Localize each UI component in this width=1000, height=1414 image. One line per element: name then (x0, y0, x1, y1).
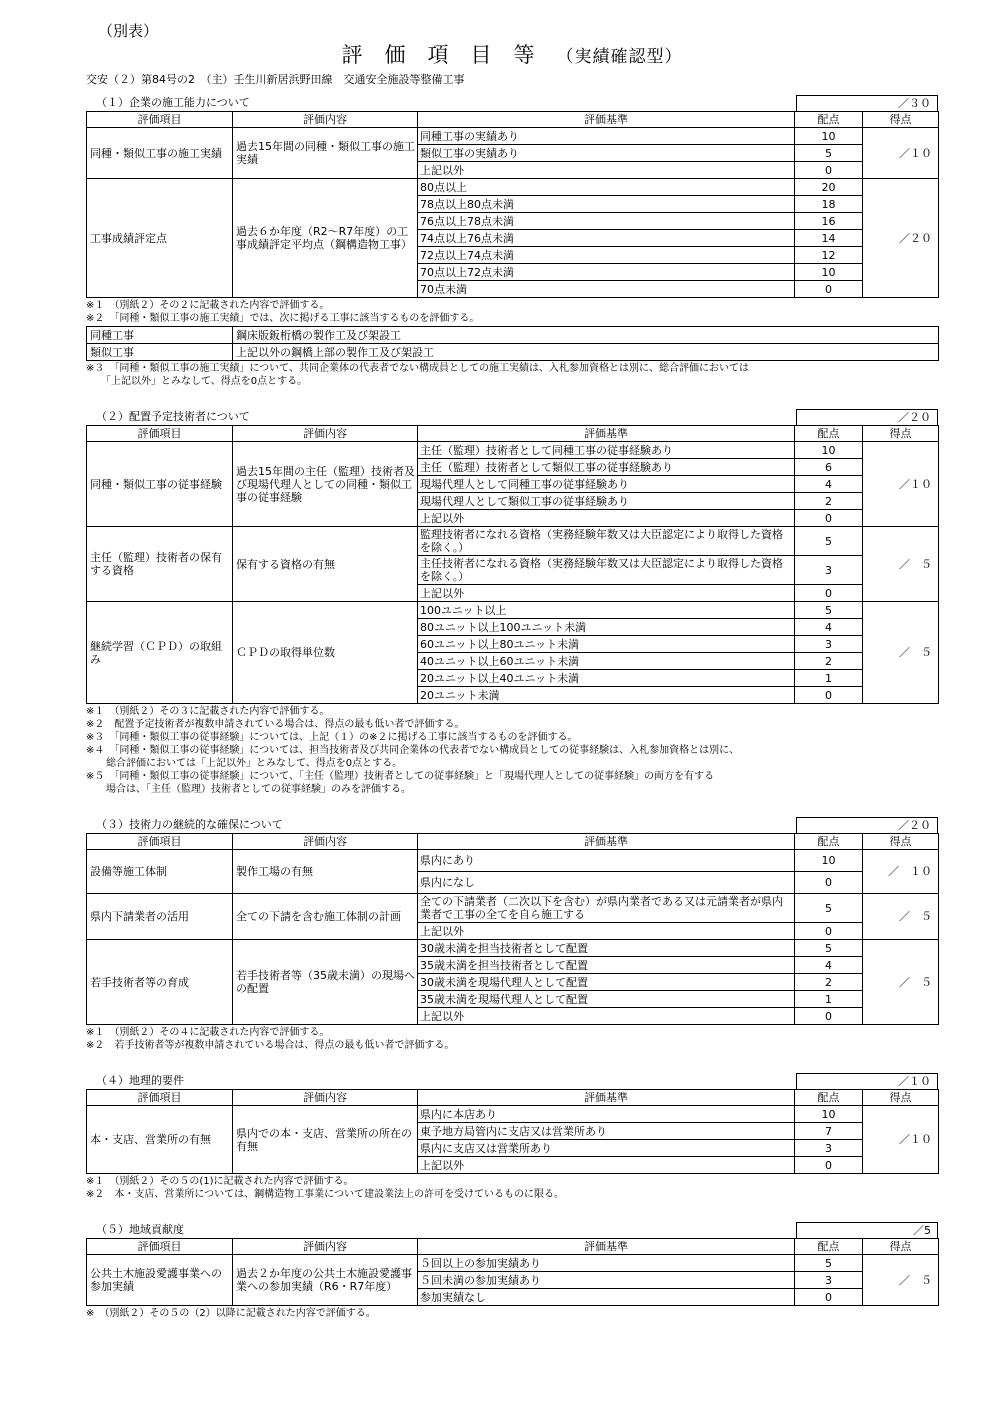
note-line: ※２ 配置予定技術者が複数申請されている場合は、得点の最も低い者で評価する。 (86, 719, 465, 730)
table-row (87, 894, 939, 923)
header-content: 評価内容 (233, 426, 418, 442)
header-item: 評価項目 (87, 1090, 233, 1106)
points-cell: 3 (795, 556, 863, 585)
header-points: 配点 (795, 426, 863, 442)
note-line: ※１ （別紙２）その２に記載された内容で評価する。 (86, 300, 330, 311)
evaluation-criterion: 全ての下請業者（二次以下を含む）が県内業者である又は元請業者が県内業者で工事の全てを自ら施工する (418, 894, 795, 923)
evaluation-content: 製作工場の有無 (233, 850, 418, 894)
header-score: 得点 (863, 834, 939, 850)
evaluation-table (86, 833, 939, 1025)
points-cell: 1 (795, 991, 863, 1008)
section-header (86, 1221, 938, 1238)
section-gap (86, 388, 938, 402)
points-cell: 4 (795, 619, 863, 636)
section-label: （４）地理的要件 (96, 1074, 184, 1087)
header-criteria: 評価基準 (418, 1239, 795, 1255)
evaluation-criterion: 同種工事の実績あり (418, 128, 795, 145)
header-score: 得点 (863, 1090, 939, 1106)
score-cell: ／２０ (863, 179, 939, 298)
points-cell: 0 (795, 872, 863, 894)
project-name: 交安（２）第84号の2 （主）壬生川新居浜野田線 交通安全施設等整備工事 (86, 73, 465, 86)
note-line: ※１ （別紙２）その５の(1)に記載された内容で評価する。 (86, 1176, 354, 1187)
points-cell: 0 (795, 1008, 863, 1025)
evaluation-criterion: 35歳未満を担当技術者として配置 (418, 957, 795, 974)
header-content: 評価内容 (233, 1239, 418, 1255)
section-header (86, 1072, 938, 1089)
points-cell: 14 (795, 230, 863, 247)
score-cell: ／ １０ (863, 850, 939, 894)
evaluation-content: 過去６か年度（R2～R7年度）の工事成績評定平均点（鋼構造物工事） (233, 179, 418, 298)
evaluation-criterion: 上記以外 (418, 162, 795, 179)
notes-block (86, 1307, 938, 1320)
score-cell: ／１０ (863, 442, 939, 527)
evaluation-criterion: 主任（監理）技術者として同種工事の従事経験あり (418, 442, 795, 459)
evaluation-criterion: 上記以外 (418, 585, 795, 602)
notes-block (86, 299, 938, 325)
section-total-score: ／１０ (796, 1073, 938, 1089)
points-cell: 5 (795, 527, 863, 556)
header-criteria: 評価基準 (418, 426, 795, 442)
evaluation-criterion: 40ユニット以上60ユニット未満 (418, 653, 795, 670)
note-line: ※２ 「同種・類似工事の施工実績」では、次に掲げる工事に該当するものを評価する。 (86, 313, 480, 324)
points-cell: 0 (795, 687, 863, 704)
header-item: 評価項目 (87, 834, 233, 850)
points-cell: 2 (795, 974, 863, 991)
evaluation-criterion: 78点以上80点未満 (418, 196, 795, 213)
header-content: 評価内容 (233, 1090, 418, 1106)
section-total-score: ／２０ (796, 409, 938, 425)
document-page (86, 20, 938, 1320)
header-points: 配点 (795, 112, 863, 128)
header-score: 得点 (863, 426, 939, 442)
section-total-score: ／２０ (796, 817, 938, 833)
definition-term: 同種工事 (87, 327, 233, 344)
note-line: ※２ 本・支店、営業所については、鋼構造物工事業について建設業法上の許可を受けているものに限る。 (86, 1189, 564, 1200)
points-cell: 20 (795, 179, 863, 196)
section-header (86, 94, 938, 111)
section-gap (86, 796, 938, 810)
evaluation-criterion: 76点以上78点未満 (418, 213, 795, 230)
header-criteria: 評価基準 (418, 1090, 795, 1106)
evaluation-criterion: 72点以上74点未満 (418, 247, 795, 264)
evaluation-criterion: 類似工事の実績あり (418, 145, 795, 162)
points-cell: 10 (795, 850, 863, 872)
note-line: ※ （別紙２）その５の（2）以降に記載された内容で評価する。 (86, 1308, 376, 1319)
definition-row (87, 327, 939, 344)
points-cell: 18 (795, 196, 863, 213)
section-header (86, 816, 938, 833)
evaluation-criterion: 80点以上 (418, 179, 795, 196)
table-row (87, 527, 939, 556)
evaluation-content: 保有する資格の有無 (233, 527, 418, 602)
note-line: 「上記以外」とみなして、得点を0点とする。 (86, 376, 308, 387)
evaluation-criterion: 60ユニット以上80ユニット未満 (418, 636, 795, 653)
score-cell: ／ ５ (863, 894, 939, 940)
points-cell: 0 (795, 281, 863, 298)
note-line: ※３ 「同種・類似工事の施工実績」について、共同企業体の代表者でない構成員としての施工実績は、入札参加資格とは別に、総合評価においては (86, 363, 749, 374)
evaluation-item: 若手技術者等の育成 (87, 940, 233, 1025)
header-criteria: 評価基準 (418, 112, 795, 128)
notes-block (86, 362, 938, 388)
section-gap (86, 1201, 938, 1215)
points-cell: 5 (795, 602, 863, 619)
notes-block (86, 1026, 938, 1052)
header-points: 配点 (795, 1239, 863, 1255)
appendix-label: （別表） (98, 22, 159, 40)
evaluation-item: 設備等施工体制 (87, 850, 233, 894)
work-definitions-table (86, 326, 939, 361)
evaluation-item: 公共土木施設愛護事業への参加実績 (87, 1255, 233, 1306)
points-cell: 3 (795, 1140, 863, 1157)
evaluation-item: 県内下請業者の活用 (87, 894, 233, 940)
evaluation-table (86, 425, 939, 704)
table-row (87, 179, 939, 196)
definition-description: 鋼床版鈑桁橋の製作工及び架設工 (233, 327, 939, 344)
evaluation-criterion: 県内になし (418, 872, 795, 894)
points-cell: 3 (795, 636, 863, 653)
sections-container (86, 94, 938, 1320)
score-cell: ／ ５ (863, 1255, 939, 1306)
evaluation-item: 主任（監理）技術者の保有する資格 (87, 527, 233, 602)
note-line: ※１ （別紙２）その４に記載された内容で評価する。 (86, 1027, 330, 1038)
table-row (87, 940, 939, 957)
table-header-row (87, 1090, 939, 1106)
header-points: 配点 (795, 834, 863, 850)
points-cell: 7 (795, 1123, 863, 1140)
note-line: ※４ 「同種・類似工事の従事経験」については、担当技術者及び共同企業体の代表者でない構成員としての従事経験は、入札参加資格とは別に、 (86, 745, 740, 756)
points-cell: 5 (795, 940, 863, 957)
evaluation-criterion: ５回以上の参加実績あり (418, 1255, 795, 1272)
definition-row (87, 344, 939, 361)
note-line: ※５ 「同種・類似工事の従事経験」について、「主任（監理）技術者としての従事経験」と「現場代理人としての従事経験」の両方を有する (86, 771, 714, 782)
points-cell: 16 (795, 213, 863, 230)
points-cell: 6 (795, 459, 863, 476)
points-cell: 12 (795, 247, 863, 264)
points-cell: 0 (795, 162, 863, 179)
evaluation-item: 本・支店、営業所の有無 (87, 1106, 233, 1174)
notes-block (86, 1175, 938, 1201)
header-content: 評価内容 (233, 112, 418, 128)
points-cell: 10 (795, 128, 863, 145)
table-row (87, 1255, 939, 1272)
table-row (87, 1106, 939, 1123)
evaluation-criterion: 主任（監理）技術者として類似工事の従事経験あり (418, 459, 795, 476)
points-cell: 4 (795, 957, 863, 974)
table-row (87, 602, 939, 619)
score-cell: ／ ５ (863, 602, 939, 704)
note-line: ※１ （別紙２）その３に記載された内容で評価する。 (86, 706, 330, 717)
score-cell: ／１０ (863, 1106, 939, 1174)
evaluation-criterion: 県内に本店あり (418, 1106, 795, 1123)
evaluation-criterion: 80ユニット以上100ユニット未満 (418, 619, 795, 636)
table-row (87, 850, 939, 872)
points-cell: 0 (795, 510, 863, 527)
evaluation-table (86, 111, 939, 298)
evaluation-criterion: 参加実績なし (418, 1289, 795, 1306)
evaluation-content: 県内での本・支店、営業所の所在の有無 (233, 1106, 418, 1174)
evaluation-criterion: 上記以外 (418, 1008, 795, 1025)
evaluation-criterion: ５回未満の参加実績あり (418, 1272, 795, 1289)
note-line: ※２ 若手技術者等が複数申請されている場合は、得点の最も低い者で評価する。 (86, 1040, 455, 1051)
note-line: ※３ 「同種・類似工事の従事経験」については、上記（１）の※２に掲げる工事に該当するものを評価する。 (86, 732, 578, 743)
score-cell: ／ ５ (863, 940, 939, 1025)
section-header (86, 408, 938, 425)
points-cell: 5 (795, 894, 863, 923)
section-label: （２）配置予定技術者について (96, 410, 250, 423)
points-cell: 10 (795, 1106, 863, 1123)
evaluation-criterion: 主任技術者になれる資格（実務経験年数又は大臣認定により取得した資格を除く。） (418, 556, 795, 585)
header-content: 評価内容 (233, 834, 418, 850)
points-cell: 0 (795, 1157, 863, 1174)
header-item: 評価項目 (87, 112, 233, 128)
header-item: 評価項目 (87, 426, 233, 442)
evaluation-criterion: 県内にあり (418, 850, 795, 872)
title-sub: （実績確認型） (556, 47, 683, 67)
table-header-row (87, 112, 939, 128)
section-total-score: ／３０ (796, 95, 938, 111)
evaluation-criterion: 74点以上76点未満 (418, 230, 795, 247)
evaluation-criterion: 監理技術者になれる資格（実務経験年数又は大臣認定により取得した資格を除く。） (418, 527, 795, 556)
section-total-score: ／5 (796, 1222, 938, 1238)
points-cell: 0 (795, 923, 863, 940)
notes-block (86, 705, 938, 796)
evaluation-criterion: 30歳未満を担当技術者として配置 (418, 940, 795, 957)
evaluation-criterion: 上記以外 (418, 923, 795, 940)
score-cell: ／ ５ (863, 527, 939, 602)
section-label: （３）技術力の継続的な確保について (96, 818, 283, 831)
definition-description: 上記以外の鋼橋上部の製作工及び架設工 (233, 344, 939, 361)
evaluation-criterion: 20ユニット以上40ユニット未満 (418, 670, 795, 687)
header-points: 配点 (795, 1090, 863, 1106)
note-line: 総合評価においては「上記以外」とみなして、得点を0点とする。 (86, 758, 403, 769)
header-criteria: 評価基準 (418, 834, 795, 850)
table-row (87, 128, 939, 145)
evaluation-criterion: 30歳未満を現場代理人として配置 (418, 974, 795, 991)
evaluation-table (86, 1238, 939, 1306)
evaluation-criterion: 東予地方局管内に支店又は営業所あり (418, 1123, 795, 1140)
evaluation-table (86, 1089, 939, 1174)
header-item: 評価項目 (87, 1239, 233, 1255)
title-main: 評価項目等 (341, 43, 557, 67)
evaluation-criterion: 上記以外 (418, 1157, 795, 1174)
points-cell: 1 (795, 670, 863, 687)
header-score: 得点 (863, 1239, 939, 1255)
evaluation-content: ＣＰＤの取得単位数 (233, 602, 418, 704)
points-cell: 10 (795, 442, 863, 459)
evaluation-criterion: 70点以上72点未満 (418, 264, 795, 281)
section-gap (86, 1052, 938, 1066)
evaluation-content: 過去15年間の主任（監理）技術者及び現場代理人としての同種・類似工事の従事経験 (233, 442, 418, 527)
evaluation-content: 全ての下請を含む施工体制の計画 (233, 894, 418, 940)
points-cell: 2 (795, 653, 863, 670)
evaluation-criterion: 100ユニット以上 (418, 602, 795, 619)
evaluation-criterion: 現場代理人として同種工事の従事経験あり (418, 476, 795, 493)
evaluation-content: 若手技術者等（35歳未満）の現場への配置 (233, 940, 418, 1025)
points-cell: 2 (795, 493, 863, 510)
evaluation-item: 同種・類似工事の施工実績 (87, 128, 233, 179)
evaluation-item: 同種・類似工事の従事経験 (87, 442, 233, 527)
points-cell: 0 (795, 1289, 863, 1306)
evaluation-item: 継続学習（ＣＰＤ）の取組み (87, 602, 233, 704)
points-cell: 5 (795, 145, 863, 162)
points-cell: 10 (795, 264, 863, 281)
evaluation-criterion: 70点未満 (418, 281, 795, 298)
evaluation-content: 過去15年間の同種・類似工事の施工実績 (233, 128, 418, 179)
evaluation-criterion: 県内に支店又は営業所あり (418, 1140, 795, 1157)
score-cell: ／１０ (863, 128, 939, 179)
page-title (86, 40, 938, 70)
points-cell: 4 (795, 476, 863, 493)
evaluation-criterion: 20ユニット未満 (418, 687, 795, 704)
evaluation-criterion: 35歳未満を現場代理人として配置 (418, 991, 795, 1008)
points-cell: 0 (795, 585, 863, 602)
table-header-row (87, 1239, 939, 1255)
section-label: （５）地域貢献度 (96, 1223, 184, 1236)
table-header-row (87, 426, 939, 442)
points-cell: 3 (795, 1272, 863, 1289)
section-label: （１）企業の施工能力について (96, 96, 250, 109)
points-cell: 5 (795, 1255, 863, 1272)
evaluation-criterion: 上記以外 (418, 510, 795, 527)
evaluation-criterion: 現場代理人として類似工事の従事経験あり (418, 493, 795, 510)
evaluation-content: 過去２か年度の公共土木施設愛護事業への参加実績（R6・R7年度） (233, 1255, 418, 1306)
table-header-row (87, 834, 939, 850)
definition-term: 類似工事 (87, 344, 233, 361)
table-row (87, 442, 939, 459)
evaluation-item: 工事成績評定点 (87, 179, 233, 298)
note-line: 場合は、「主任（監理）技術者としての従事経験」のみを評価する。 (86, 784, 411, 795)
header-score: 得点 (863, 112, 939, 128)
